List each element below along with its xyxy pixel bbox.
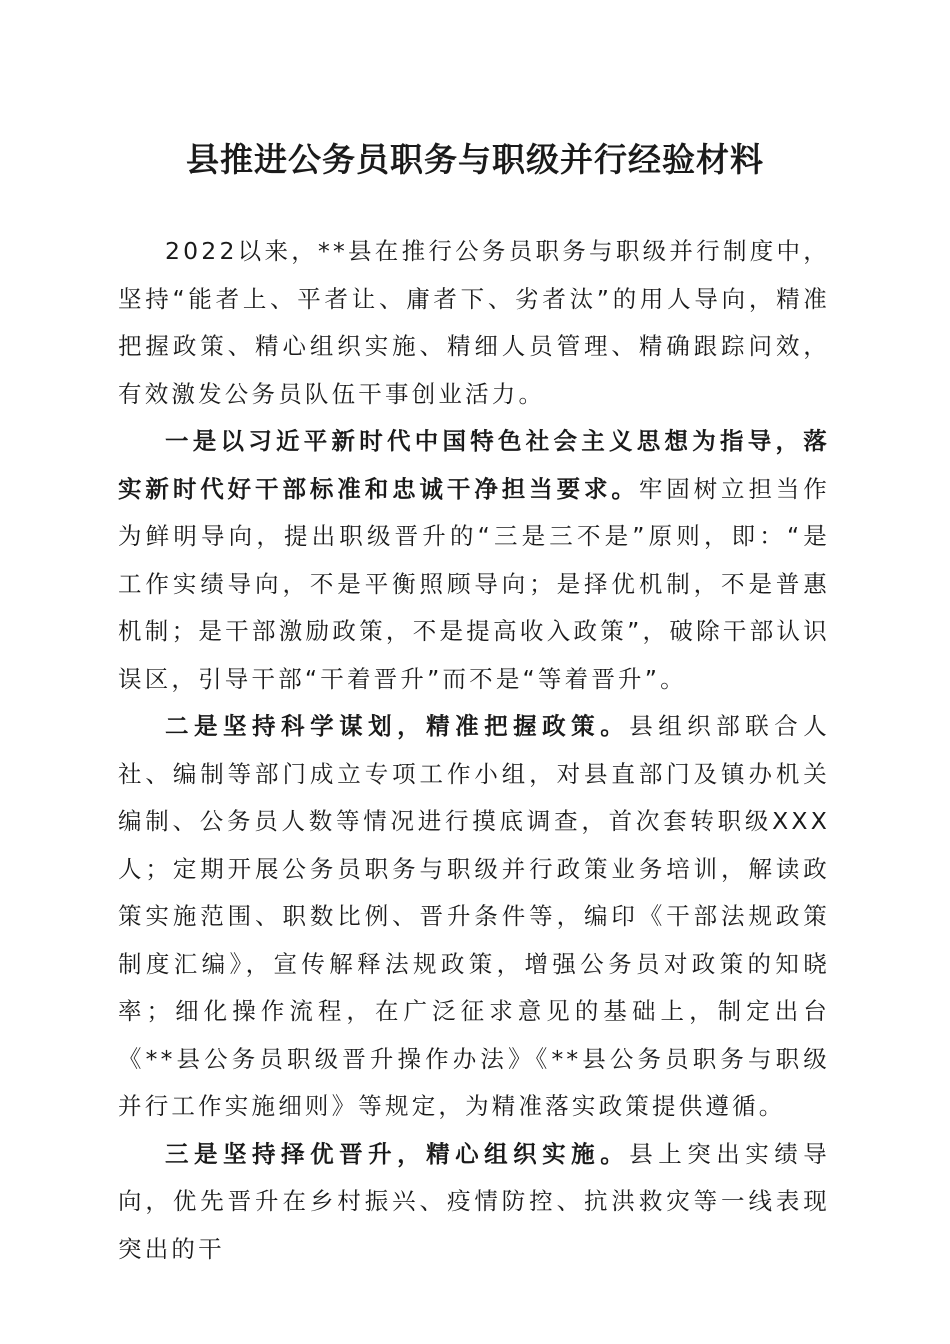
paragraph-text: 县上突出实绩导向，优先晋升在乡村振兴、疫情防控、抗洪救灾等一线表现突出的干	[118, 1139, 830, 1263]
paragraph-point-two	[118, 703, 830, 1131]
paragraph-lead: 一是以习近平新时代中国特色社会主义思想为指导，落实新时代好干部标准和忠诚干净担当要求。	[118, 427, 830, 503]
paragraph-text: 牢固树立担当作为鲜明导向，提出职级晋升的“三是三不是”原则，即：“是工作实绩导向，不是平衡照顾导向；是择优机制，不是普惠机制；是干部激励政策，不是提高收入政策”，破除干部认识误区，引导干部“干着晋升”而不是“等着晋升”。	[118, 474, 830, 693]
document-body	[118, 228, 830, 1273]
paragraph-text: 2022以来，**县在推行公务员职务与职级并行制度中，坚持“能者上、平者让、庸者下、劣者汰”的用人导向，精准把握政策、精心组织实施、精细人员管理、精确跟踪问效，有效激发公务员队伍干事创业活力。	[118, 237, 830, 408]
paragraph-point-one	[118, 418, 830, 703]
document-title: 县推进公务员职务与职级并行经验材料	[186, 140, 764, 179]
paragraph-intro	[118, 228, 830, 418]
paragraph-lead: 二是坚持科学谋划，精准把握政策。	[165, 712, 630, 740]
paragraph-text: 县组织部联合人社、编制等部门成立专项工作小组，对县直部门及镇办机关编制、公务员人数等情况进行摸底调查，首次套转职级XXX人；定期开展公务员职务与职级并行政策业务培训，解读政策实施范围、职数比例、晋升条件等，编印《干部法规政策制度汇编》，宣传解释法规政策，增强公务员对政策的知晓率；细化操作流程，在广泛征求意见的基础上，制定出台《**县公务员职级晋升操作办法》《**县公务员职务与职级并行工作实施细则》等规定，为精准落实政策提供遵循。	[118, 712, 830, 1120]
paragraph-lead: 三是坚持择优晋升，精心组织实施。	[165, 1139, 630, 1168]
paragraph-point-three	[118, 1131, 830, 1274]
